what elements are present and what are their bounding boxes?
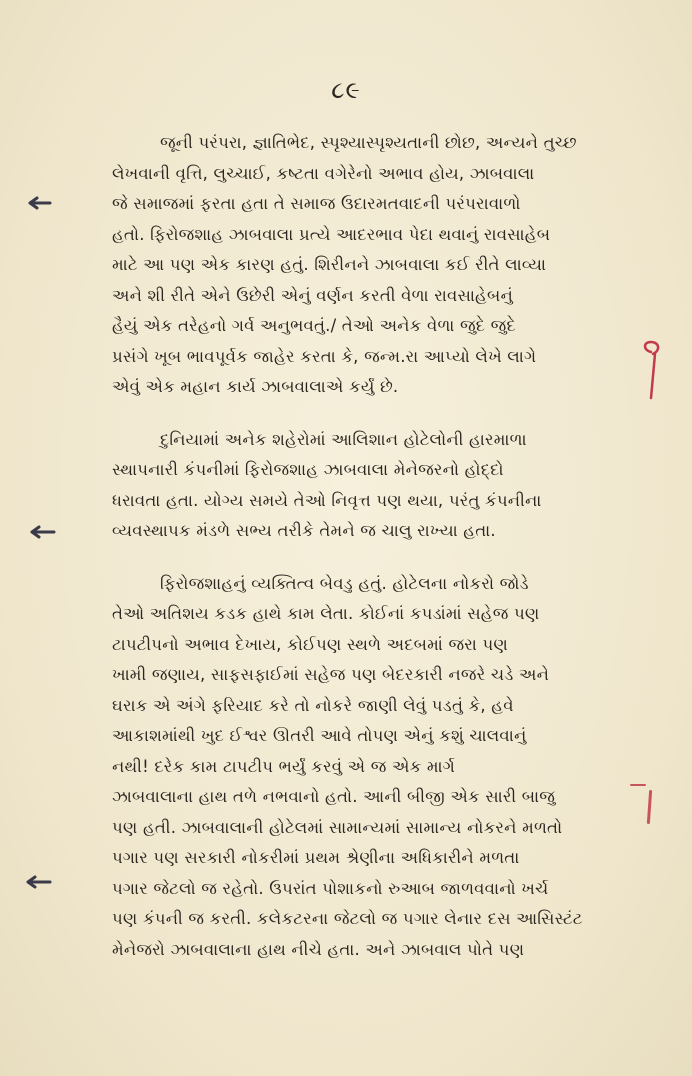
pen-mark-icon	[647, 790, 652, 824]
text-line: સ્થાપનારી કંપનીમાં ફિરોજશાહ ઝાબવાલા મેનેજરનો હોદ્દો	[112, 460, 504, 479]
paragraph-1	[112, 128, 632, 403]
text-line: હૈયું એક તરેહનો ગર્વ અનુભવતું./ તેઓ અનેક વેળા જુદે જુદે	[112, 316, 516, 335]
margin-arrow-icon	[26, 875, 52, 889]
text-line: લેખવાની વૃત્તિ, લુચ્ચાઈ, કષ્ટતા વગેરેનો અભાવ હોય, ઝાબવાલા	[112, 163, 535, 183]
text-line: ઘરાક એ અંગે ફરિયાદ કરે તો નોકરે જાણી લેવું પડતું કે, હવે	[112, 695, 514, 715]
pen-mark-icon	[630, 784, 646, 786]
text-line: પગાર જેટલો જ રહેતો. ઉપરાંત પોશાકનો રુઆબ જાળવવાનો ખર્ચ	[112, 878, 549, 898]
text-line: તેઓ અતિશય કડક હાથે કામ લેતા. કોઈનાં કપડાંમાં સહેજ પણ	[112, 604, 540, 623]
pen-mark-icon	[637, 340, 667, 400]
text-line: ટાપટીપનો અભાવ દેખાય, કોઈપણ સ્થળે અદબમાં જરા પણ	[112, 634, 508, 654]
margin-arrow-icon	[30, 525, 56, 539]
text-line: વ્યવસ્થાપક મંડળે સભ્ય તરીકે તેમને જ ચાલુ રાખ્યા હતા.	[112, 521, 496, 540]
text-line: જૂની પરંપરા, જ્ઞાતિભેદ, સ્પૃશ્યાસ્પૃશ્યતાની છોછ, અન્યને તુચ્છ	[160, 133, 577, 152]
text-line: ફિરોજશાહનું વ્યક્તિત્વ બેવડુ હતું. હોટેલના નોકરો જોડે	[160, 573, 529, 593]
text-line: એવું એક મહાન કાર્ય ઝાબવાલાએ કર્યું છે.	[112, 377, 399, 396]
text-line: પણ કંપની જ કરતી. કલેકટરના જેટલો જ પગાર લેનાર દસ આસિસ્ટંટ	[112, 909, 583, 928]
text-line: ધરાવતા હતા. યોગ્ય સમયે તેઓ નિવૃત્ત પણ થયા, પરંતુ કંપનીના	[112, 490, 542, 510]
text-line: અને શી રીતે એને ઉછેરી એનું વર્ણન કરતી વેળા રાવસાહેબનું	[112, 285, 513, 305]
text-line: મેનેજરો ઝાબવાલાના હાથ નીચે હતા. અને ઝાબવાલ પોતે પણ	[112, 939, 525, 959]
page-number: ૮૯	[331, 76, 361, 104]
text-line: હતો. ફિરોજશાહ ઝાબવાલા પ્રત્યે આદરભાવ પેદા થવાનું રાવસાહેબ	[112, 224, 551, 244]
text-line: પ્રસંગે ખૂબ ભાવપૂર્વક જાહેર કરતા કે, જન્મ.રા આપ્યો લેખે લાગે	[112, 346, 537, 366]
paragraph-2	[112, 425, 632, 547]
text-line: ઝાબવાલાના હાથ તળે નભવાનો હતો. આની બીજી એક સારી બાજુ	[112, 787, 556, 806]
margin-arrow-icon	[28, 196, 54, 210]
text-line: જે સમાજમાં ફરતા હતા તે સમાજ ઉદારમતવાદની પરંપરાવાળો	[112, 194, 521, 213]
text-line: ખામી જણાય, સાફસફાઈમાં સહેજ પણ બેદરકારી નજરે ચડે અને	[112, 665, 550, 684]
text-line: આકાશમાંથી ખુદ ઈશ્વર ઊતરી આવે તોપણ એનું કશું ચાલવાનું	[112, 726, 527, 745]
text-line: પગાર પણ સરકારી નોકરીમાં પ્રથમ શ્રેણીના અધિકારીને મળતા	[112, 848, 520, 867]
page-body	[112, 128, 632, 987]
text-line: માટે આ પણ એક કારણ હતું. શિરીનને ઝાબવાલા કઈ રીતે લાવ્યા	[112, 255, 547, 274]
text-line: દુનિયામાં અનેક શહેરોમાં આલિશાન હોટેલોની હારમાળા	[160, 429, 527, 449]
text-line: પણ હતી. ઝાબવાલાની હોટેલમાં સામાન્યમાં સામાન્ય નોકરને મળતો	[112, 817, 563, 837]
text-line: નથી! દરેક કામ ટાપટીપ ભર્યું કરવું એ જ એક માર્ગ	[112, 756, 455, 776]
paragraph-3	[112, 569, 632, 966]
